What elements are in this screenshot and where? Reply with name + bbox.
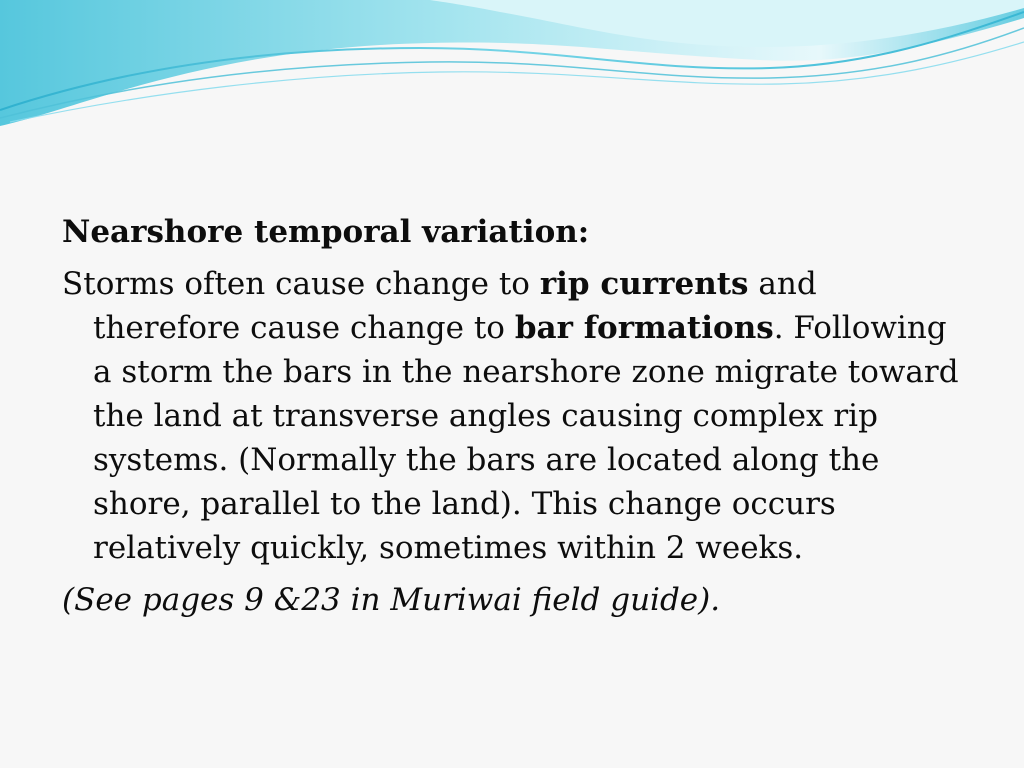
paragraph-text-2: and therefore cause change to — [93, 266, 817, 346]
slide-heading: Nearshore temporal variation: — [62, 214, 590, 250]
paragraph-text-1: Storms often cause change to — [62, 266, 540, 302]
paragraph-text-3: . Following a storm the bars in the nearshore zone migrate toward the land at transverse angles causing complex rip systems. (Normally the bars are located along the shore, parallel to the land). This change occurs relatively quickly, sometimes within 2 weeks. — [93, 310, 959, 566]
rip-currents-emphasis: rip currents — [539, 266, 749, 302]
bar-formations-emphasis: bar formations — [514, 310, 774, 346]
wave-header-decoration — [0, 0, 1024, 130]
field-guide-reference: (See pages 9 &23 in Muriwai field guide). — [62, 582, 721, 618]
main-paragraph — [62, 262, 972, 570]
slide-content — [62, 210, 972, 622]
